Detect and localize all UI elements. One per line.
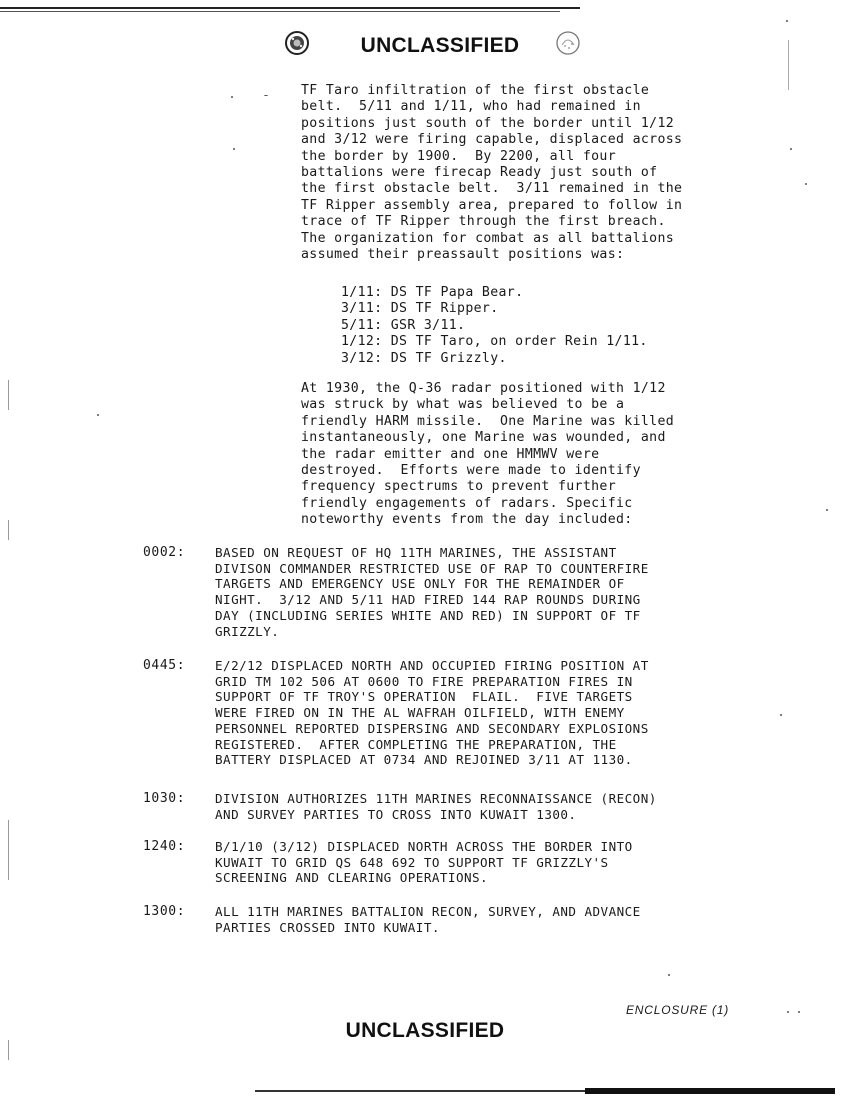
- scan-speck: [233, 148, 235, 150]
- event-time: 1030:: [143, 791, 186, 806]
- event-text: B/1/10 (3/12) DISPLACED NORTH ACROSS THE BORDER INTO KUWAIT TO GRID QS 648 692 TO SUPPORT TF GRIZZLY'S SCREENING AND CLEARING OPERATIONS.: [215, 839, 633, 886]
- list-item: 3/12: DS TF Grizzly.: [341, 350, 507, 366]
- margin-mark: [8, 380, 9, 410]
- top-border-line-secondary: [0, 11, 560, 12]
- scan-speck: [786, 20, 788, 22]
- event-time: 0002:: [143, 545, 186, 560]
- scan-speck: [788, 40, 789, 90]
- event-time: 1240:: [143, 839, 186, 854]
- event-text: BASED ON REQUEST OF HQ 11TH MARINES, THE ASSISTANT DIVISON COMMANDER RESTRICTED USE OF RAP TO COUNTERFIRE TARGETS AND EMERGENCY USE ONLY FOR THE REMAINDER OF NIGHT. 3/12 AND 5/11 HAD FIRED 144 RAP ROUNDS DURING DAY (INCLUDING SERIES WHITE AND RED) IN SUPPORT OF TF GRIZZLY.: [215, 545, 649, 639]
- event-text: E/2/12 DISPLACED NORTH AND OCCUPIED FIRING POSITION AT GRID TM 102 506 AT 0600 TO FIRE PREPARATION FIRES IN SUPPORT OF TF TROY'S OPERATION FLAIL. FIVE TARGETS WERE FIRED ON IN THE AL WAFRAH OILFIELD, WITH ENEMY PERSONNEL REPORTED DISPERSING AND SECONDARY EXPLOSIONS REGISTERED. AFTER COMPLETING THE PREPARATION, THE BATTERY DISPLACED AT 0734 AND REJOINED 3/11 AT 1130.: [215, 658, 649, 768]
- event-time: 1300:: [143, 904, 186, 919]
- event-text: DIVISION AUTHORIZES 11TH MARINES RECONNAISSANCE (RECON) AND SURVEY PARTIES TO CROSS INTO KUWAIT 1300.: [215, 791, 657, 822]
- bottom-border-bar: [585, 1088, 835, 1094]
- scan-speck: [790, 148, 792, 150]
- scan-speck: [798, 1011, 800, 1013]
- scan-speck: [780, 714, 782, 716]
- event-text: ALL 11TH MARINES BATTALION RECON, SURVEY, AND ADVANCE PARTIES CROSSED INTO KUWAIT.: [215, 904, 641, 935]
- list-item: 1/11: DS TF Papa Bear.: [341, 285, 524, 300]
- organization-for-combat-list: [341, 285, 648, 367]
- list-item: 1/12: DS TF Taro, on order Rein 1/11.: [341, 334, 648, 350]
- list-item: 5/11: GSR 3/11.: [341, 317, 466, 333]
- scan-speck: [231, 96, 233, 98]
- enclosure-label: ENCLOSURE (1): [626, 1003, 730, 1017]
- scan-speck: [668, 974, 670, 976]
- scan-speck: [826, 509, 828, 511]
- scan-speck: [97, 414, 99, 416]
- classification-footer: UNCLASSIFIED: [345, 1019, 505, 1042]
- list-item: 3/11: DS TF Ripper.: [341, 301, 499, 317]
- scan-speck: [787, 1011, 789, 1013]
- scan-speck: [264, 95, 268, 96]
- faded-seal-icon: [555, 30, 581, 56]
- margin-mark: [8, 820, 9, 880]
- top-border-line: [0, 7, 580, 9]
- narrative-paragraph-1: TF Taro infiltration of the first obstacle belt. 5/11 and 1/11, who had remained in positions just south of the border until 1/12 and 3/12 were firing capable, displaced across the border by 1900. By 2200, all four battalions were firecap Ready just south of the first obstacle belt. 3/11 remained in the TF Ripper assembly area, prepared to follow in trace of TF Ripper through the first breach. The organization for combat as all battalions assumed their preassault positions was:: [301, 83, 683, 263]
- margin-mark: [8, 520, 9, 540]
- margin-mark: [8, 1040, 9, 1060]
- scan-speck: [805, 183, 807, 185]
- event-time: 0445:: [143, 658, 186, 673]
- classification-header: UNCLASSIFIED: [360, 34, 520, 57]
- narrative-paragraph-2: At 1930, the Q-36 radar positioned with 1/12 was struck by what was believed to be a friendly HARM missile. One Marine was killed instantaneously, one Marine was wounded, and the radar emitter and one HMMWV were destroyed. Efforts were made to identify frequency spectrums to prevent further friendly engagements of radars. Specific noteworthy events from the day included:: [301, 381, 675, 528]
